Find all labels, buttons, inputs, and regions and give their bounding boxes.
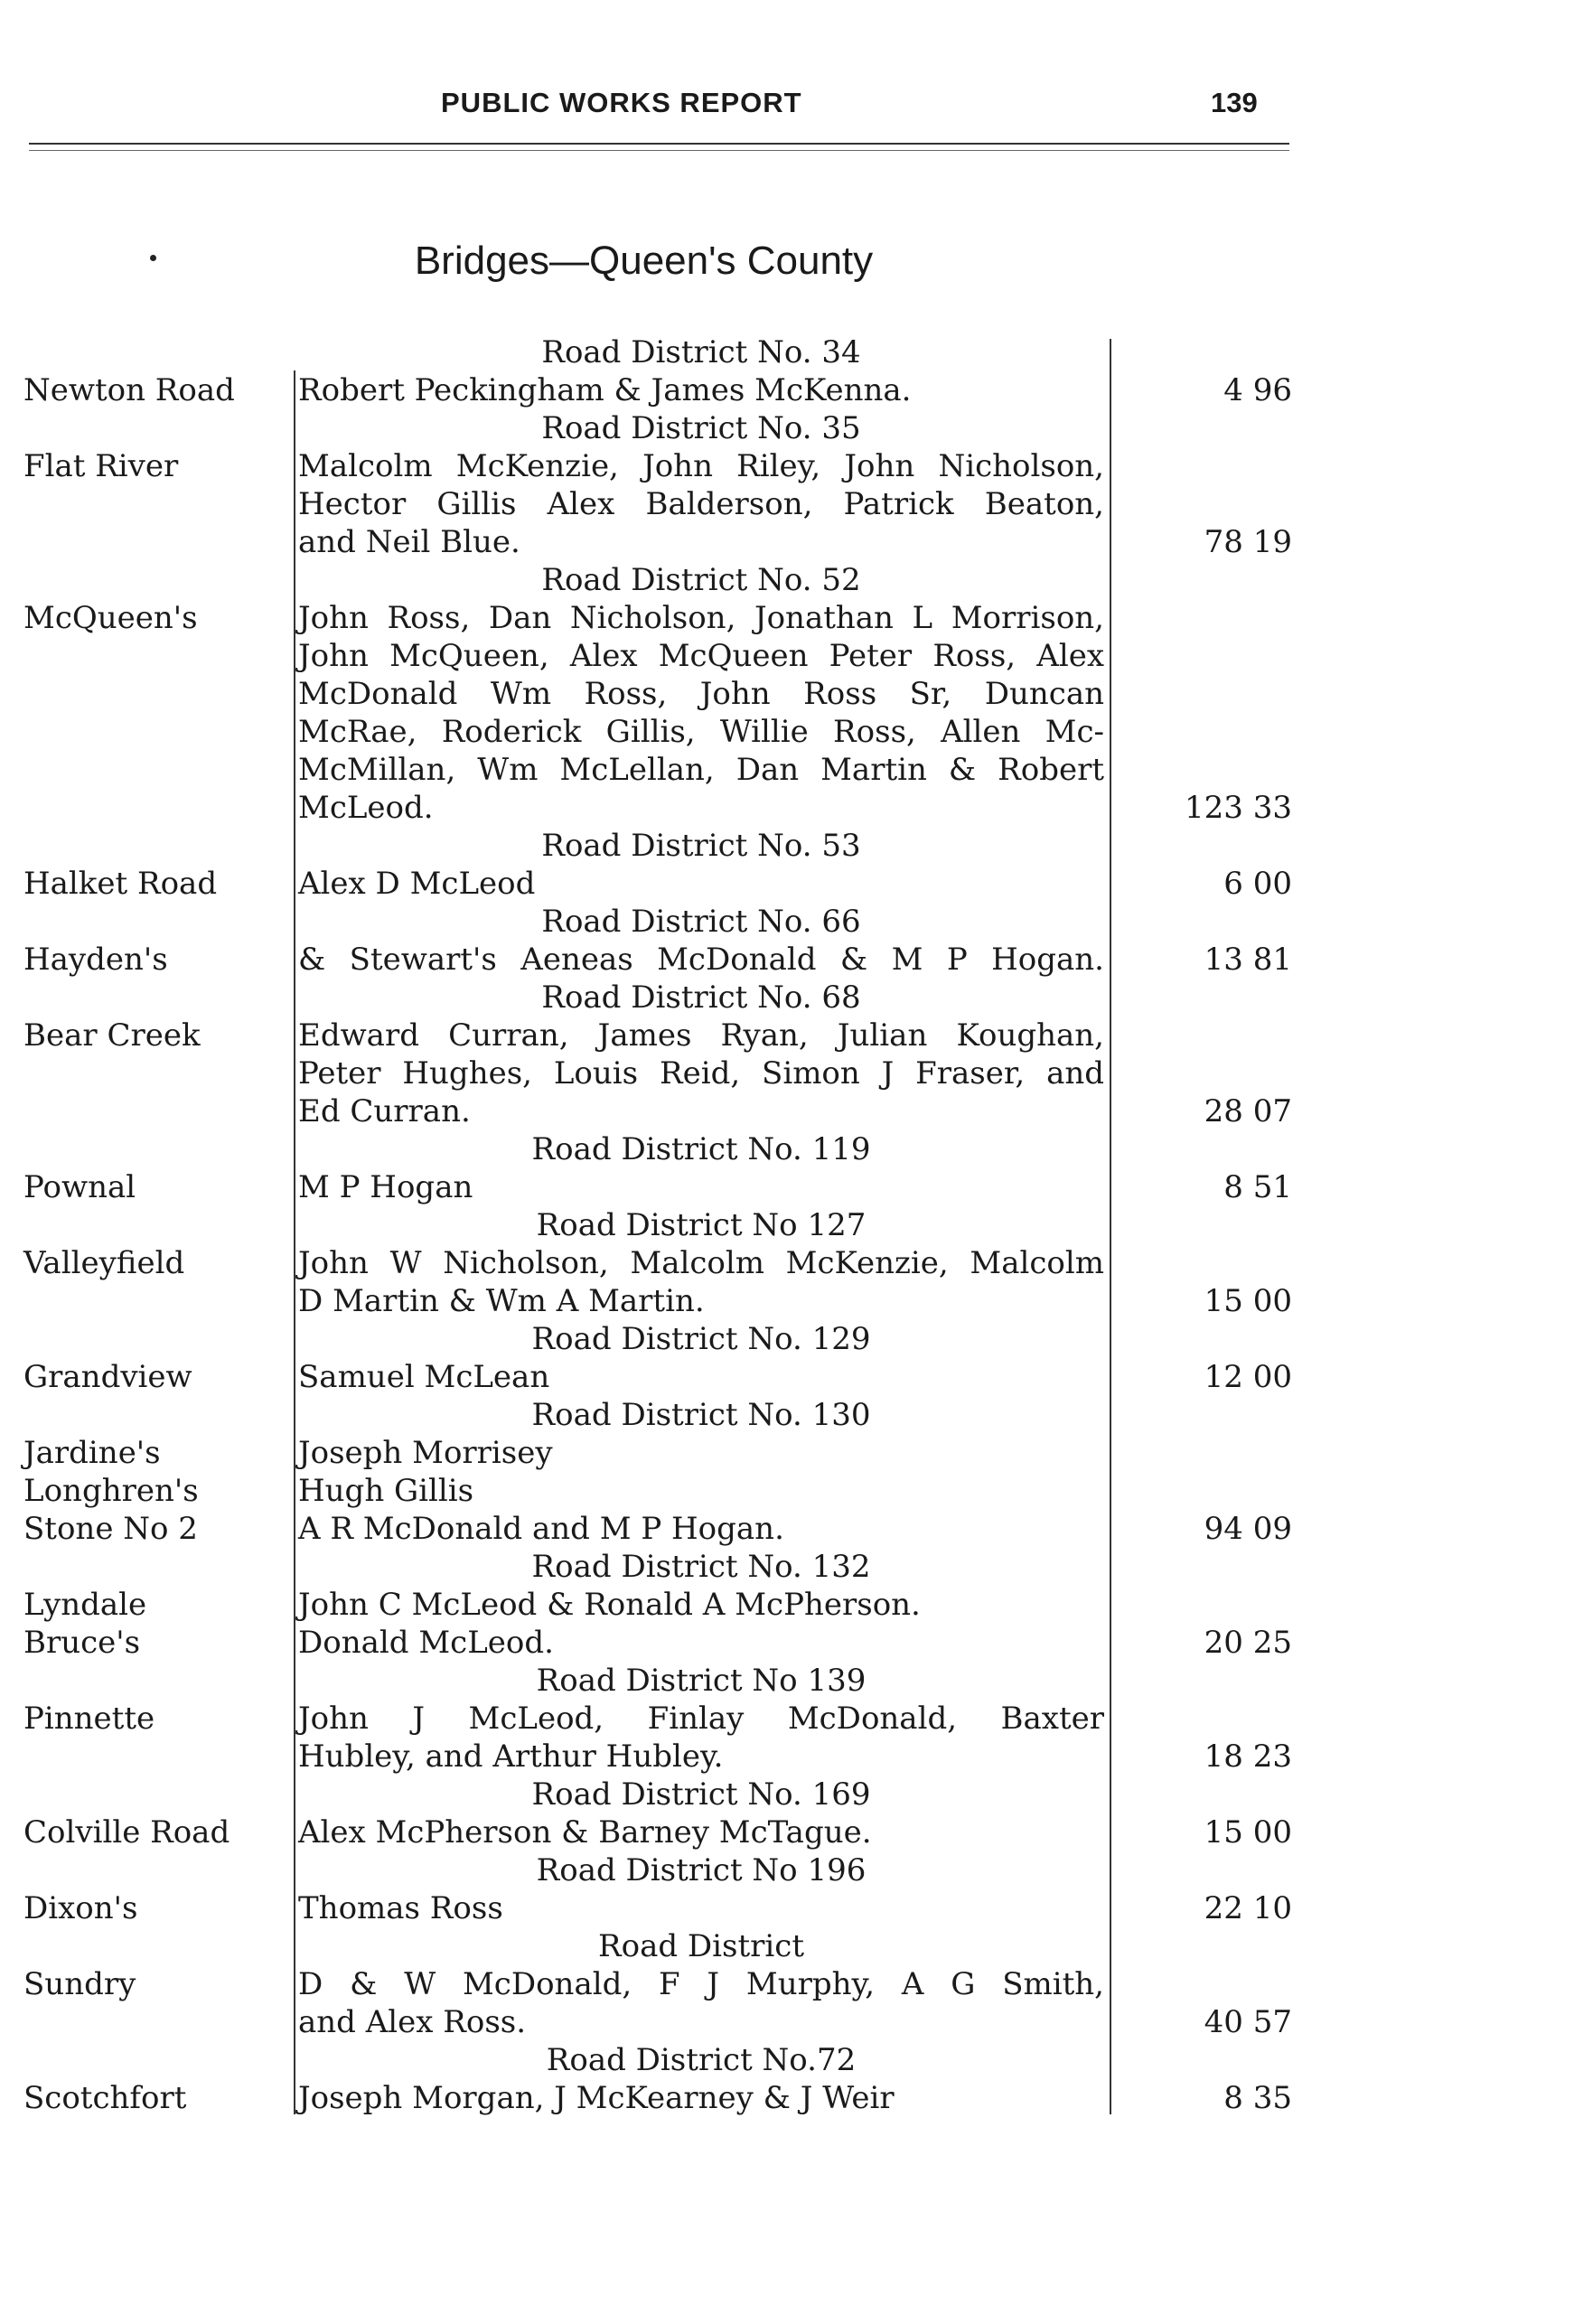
bridge-location: Flat River xyxy=(23,448,179,484)
bridge-location: Valleyfield xyxy=(23,1245,185,1281)
contractor-names: John W Nicholson, Malcolm McKenzie, Malcolm xyxy=(298,1245,1104,1281)
contractor-names: John C McLeod & Ronald A McPherson. xyxy=(298,1587,921,1623)
amount-value: 6 00 xyxy=(1223,866,1292,902)
bridge-location: Pinnette xyxy=(23,1701,155,1737)
road-district-heading: Road District No. 53 xyxy=(541,828,861,864)
page-number: 139 xyxy=(1211,87,1258,118)
contractor-names: Hugh Gillis xyxy=(298,1473,474,1509)
contractor-names: Donald McLeod. xyxy=(298,1625,554,1661)
contractor-names: M P Hogan xyxy=(298,1169,473,1205)
road-district-heading: Road District No. 34 xyxy=(541,334,861,370)
bridge-location: McQueen's xyxy=(23,600,198,636)
contractor-names: Malcolm McKenzie, John Riley, John Nicholson, xyxy=(298,448,1104,484)
contractor-names: McRae, Roderick Gillis, Willie Ross, Allen Mc- xyxy=(298,714,1104,750)
bridge-location: Dixon's xyxy=(23,1890,138,1926)
amount-value: 15 00 xyxy=(1204,1283,1292,1319)
bridge-location: Bruce's xyxy=(23,1625,141,1661)
contractor-names: Alex McPherson & Barney McTague. xyxy=(298,1814,872,1851)
bridge-location: Hayden's xyxy=(23,942,168,978)
contractor-names: D Martin & Wm A Martin. xyxy=(298,1283,705,1319)
road-district-heading: Road District No. 52 xyxy=(541,562,861,598)
amount-value: 8 51 xyxy=(1223,1169,1292,1205)
amount-value: 18 23 xyxy=(1204,1738,1292,1775)
contractor-names: A R McDonald and M P Hogan. xyxy=(298,1511,784,1547)
bridge-location: Sundry xyxy=(23,1966,136,2002)
contractor-names: Hector Gillis Alex Balderson, Patrick Beaton, xyxy=(298,486,1104,522)
contractor-names: Robert Peckingham & James McKenna. xyxy=(298,372,912,408)
contractor-names: McLeod. xyxy=(298,790,434,826)
header-rule xyxy=(29,143,1289,145)
road-district-heading: Road District No. 169 xyxy=(531,1776,871,1813)
amount-value: 40 57 xyxy=(1204,2004,1292,2040)
road-district-heading: Road District No. 132 xyxy=(531,1549,871,1585)
contractor-names: Peter Hughes, Louis Reid, Simon J Fraser, and xyxy=(298,1055,1104,1092)
bridge-location: Newton Road xyxy=(23,372,235,408)
contractor-names: D & W McDonald, F J Murphy, A G Smith, xyxy=(298,1966,1104,2002)
amount-value: 123 33 xyxy=(1185,790,1292,826)
road-district-heading: Road District No 196 xyxy=(536,1852,867,1888)
column-divider-left xyxy=(294,370,295,2114)
road-district-heading: Road District No. 35 xyxy=(541,410,861,446)
amount-value: 8 35 xyxy=(1223,2080,1292,2116)
bridge-location: Lyndale xyxy=(23,1587,147,1623)
contractor-names: & Stewart's Aeneas McDonald & M P Hogan. xyxy=(298,942,1104,978)
contractor-names: John J McLeod, Finlay McDonald, Baxter xyxy=(298,1701,1104,1737)
contractor-names: Edward Curran, James Ryan, Julian Koughan, xyxy=(298,1017,1104,1054)
contractor-names: John Ross, Dan Nicholson, Jonathan L Morrison, xyxy=(298,600,1104,636)
road-district-heading: Road District No. 68 xyxy=(541,979,861,1016)
road-district-heading: Road District No.72 xyxy=(546,2042,857,2078)
bridge-location: Grandview xyxy=(23,1359,192,1395)
road-district-heading: Road District No 139 xyxy=(536,1663,867,1699)
road-district-heading: Road District No 127 xyxy=(536,1207,867,1243)
amount-value: 12 00 xyxy=(1204,1359,1292,1395)
section-title: Bridges—Queen's County xyxy=(414,239,874,283)
amount-value: 78 19 xyxy=(1204,524,1292,560)
bridge-location: Stone No 2 xyxy=(23,1511,198,1547)
bridge-location: Scotchfort xyxy=(23,2080,187,2116)
amount-value: 22 10 xyxy=(1204,1890,1292,1926)
contractor-names: and Neil Blue. xyxy=(298,524,520,560)
amount-value: 20 25 xyxy=(1204,1625,1292,1661)
amount-value: 15 00 xyxy=(1204,1814,1292,1851)
road-district-heading: Road District No. 130 xyxy=(531,1397,871,1433)
column-divider-right xyxy=(1110,339,1111,2114)
contractor-names: Samuel McLean xyxy=(298,1359,550,1395)
contractor-names: Hubley, and Arthur Hubley. xyxy=(298,1738,724,1775)
contractor-names: McMillan, Wm McLellan, Dan Martin & Robert xyxy=(298,752,1104,788)
running-header: PUBLIC WORKS REPORT xyxy=(441,87,802,118)
road-district-heading: Road District xyxy=(598,1928,804,1964)
contractor-names: and Alex Ross. xyxy=(298,2004,527,2040)
header-rule-thin xyxy=(29,150,1289,151)
amount-value: 28 07 xyxy=(1204,1093,1292,1129)
road-district-heading: Road District No. 119 xyxy=(531,1131,871,1167)
amount-value: 4 96 xyxy=(1223,372,1292,408)
contractor-names: Thomas Ross xyxy=(298,1890,503,1926)
bridge-location: Jardine's xyxy=(23,1435,161,1471)
road-district-heading: Road District No. 129 xyxy=(531,1321,871,1357)
amount-value: 13 81 xyxy=(1204,942,1292,978)
contractor-names: John McQueen, Alex McQueen Peter Ross, Alex xyxy=(298,638,1104,674)
contractor-names: Alex D McLeod xyxy=(298,866,536,902)
contractor-names: McDonald Wm Ross, John Ross Sr, Duncan xyxy=(298,676,1104,712)
bridge-location: Colville Road xyxy=(23,1814,230,1851)
contractor-names: Joseph Morgan, J McKearney & J Weir xyxy=(298,2080,895,2116)
amount-value: 94 09 xyxy=(1204,1511,1292,1547)
bridge-location: Halket Road xyxy=(23,866,218,902)
bridge-location: Pownal xyxy=(23,1169,136,1205)
bridge-location: Bear Creek xyxy=(23,1017,201,1054)
road-district-heading: Road District No. 66 xyxy=(541,904,861,940)
contractor-names: Ed Curran. xyxy=(298,1093,471,1129)
bridge-location: Longhren's xyxy=(23,1473,199,1509)
contractor-names: Joseph Morrisey xyxy=(298,1435,553,1471)
